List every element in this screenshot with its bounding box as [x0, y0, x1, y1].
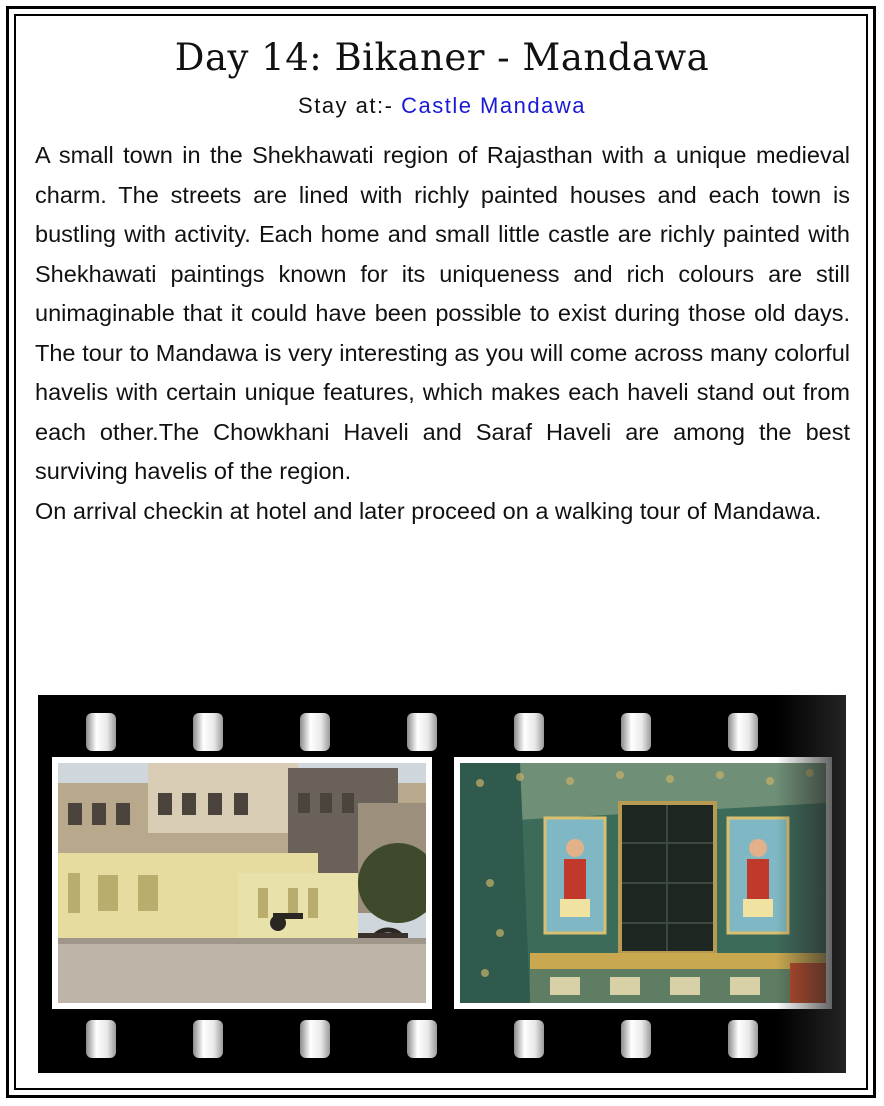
- sprocket-hole: [193, 1020, 223, 1058]
- sprocket-hole: [300, 713, 330, 751]
- sprocket-hole: [728, 1020, 758, 1058]
- castle-courtyard-photo: [52, 757, 432, 1009]
- description: [35, 136, 850, 531]
- sprocket-hole: [86, 1020, 116, 1058]
- sprocket-hole: [407, 713, 437, 751]
- sprocket-hole: [621, 713, 651, 751]
- sprocket-hole: [300, 1020, 330, 1058]
- sprocket-hole: [193, 713, 223, 751]
- description-paragraph: A small town in the Shekhawati region of Rajasthan with a unique medieval charm. The streets are lined with richly painted houses and each town is bustling with activity. Each home and small little castle are richly painted with Shekhawati paintings known for its uniqueness and rich colours are still unimaginable that it could have been possible to exist during those old days. The tour to Mandawa is very interesting as you will come across many colorful havelis with certain unique features, which makes each haveli stand out from each other.The Chowkhani Haveli and Saraf Haveli are among the best surviving havelis of the region.: [35, 142, 850, 484]
- sprocket-hole: [514, 713, 544, 751]
- stay-line: [0, 93, 884, 119]
- hotel-link[interactable]: Castle Mandawa: [401, 93, 586, 118]
- page-title: Day 14: Bikaner - Mandawa: [174, 36, 710, 79]
- film-edge-gradient: [776, 695, 846, 1073]
- arrival-paragraph: On arrival checkin at hotel and later proceed on a walking tour of Mandawa.: [35, 497, 822, 524]
- sprocket-hole: [86, 713, 116, 751]
- sprocket-hole: [728, 713, 758, 751]
- filmstrip: [38, 695, 846, 1073]
- sprocket-hole: [621, 1020, 651, 1058]
- sprocket-hole: [407, 1020, 437, 1058]
- sprocket-hole: [514, 1020, 544, 1058]
- stay-label: Stay at:-: [298, 93, 394, 118]
